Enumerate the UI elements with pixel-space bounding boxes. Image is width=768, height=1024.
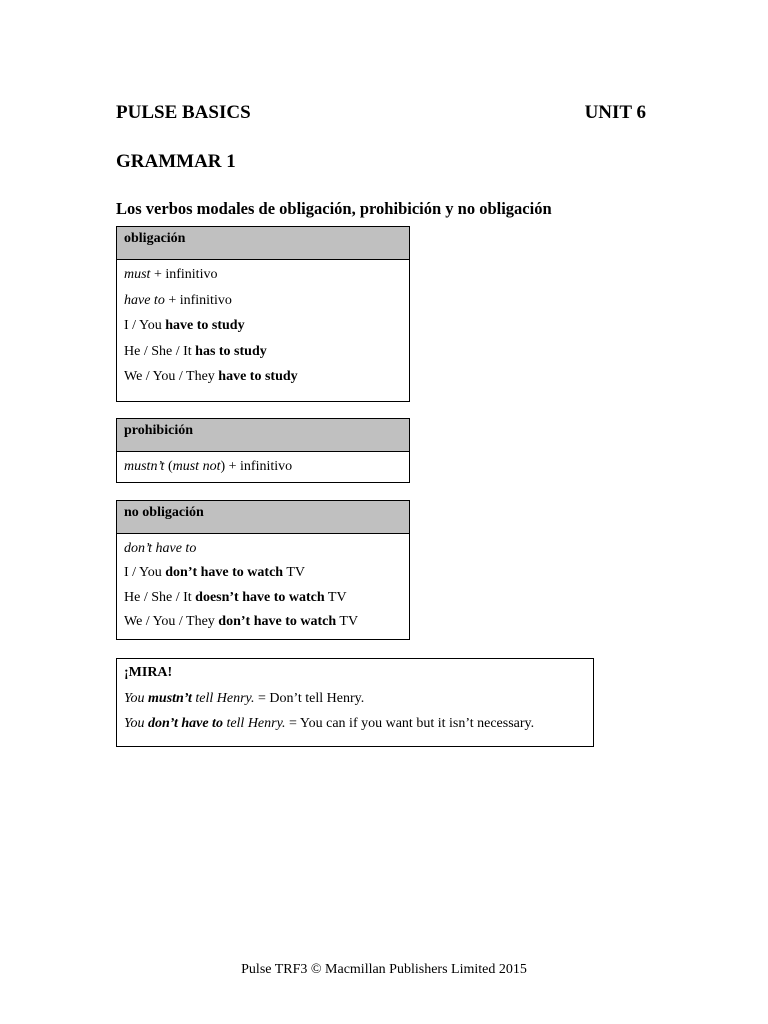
prohibition-box (116, 418, 410, 483)
example-subject: I / You (124, 565, 166, 581)
rule-verb-full: must not (172, 459, 221, 474)
mira-title: ¡MIRA! (124, 665, 173, 680)
no-obligation-rule (124, 540, 409, 564)
example-subject: We / You / They (124, 614, 219, 630)
example-modal: don’t have to (148, 716, 223, 731)
example-meaning: = Don’t tell Henry. (254, 690, 365, 706)
example-meaning: = You can if you want but it isn’t necessary. (285, 716, 535, 731)
example-rest: tell Henry. (191, 690, 255, 706)
example-verb: don’t have to watch (218, 614, 337, 630)
no-obligation-example (124, 564, 409, 588)
rule-verb: mustn’t (124, 459, 165, 474)
copyright-footer: Pulse TRF3 © Macmillan Publishers Limited 2015 (241, 962, 527, 977)
no-obligation-header: no obligación (117, 501, 409, 534)
example-subject: You (124, 716, 149, 731)
example-verb: has to study (195, 343, 267, 359)
mira-note-box (116, 658, 594, 747)
rule-rest: ) + infinitivo (220, 459, 293, 474)
obligation-body (117, 260, 409, 401)
obligation-example (124, 343, 409, 369)
grammar-title: GRAMMAR 1 (116, 151, 236, 172)
example-verb: doesn’t have to watch (195, 589, 325, 605)
example-modal: mustn’t (148, 690, 192, 706)
mira-example (124, 715, 593, 741)
section-title: Los verbos modales de obligación, prohibición y no obligación (116, 199, 552, 218)
rule-paren-open: ( (164, 459, 173, 474)
no-obligation-example (124, 589, 409, 613)
example-verb: have to study (165, 318, 245, 334)
example-post: TV (283, 565, 306, 581)
rule-verb: must (124, 267, 151, 282)
example-subject: He / She / It (124, 343, 196, 359)
example-post: TV (324, 589, 347, 605)
prohibition-rule (124, 458, 409, 476)
example-subject: I / You (124, 318, 166, 334)
no-obligation-box (116, 500, 410, 640)
obligation-box (116, 226, 410, 402)
no-obligation-body (117, 534, 409, 639)
example-verb: have to study (218, 369, 298, 385)
mira-example (124, 690, 593, 716)
obligation-rule-must (124, 266, 409, 292)
no-obligation-example (124, 613, 409, 637)
prohibition-body (117, 452, 409, 482)
obligation-rule-have-to (124, 292, 409, 318)
example-subject: You (124, 690, 149, 706)
unit-label: UNIT 6 (584, 102, 646, 123)
rule-rest: + infinitivo (150, 267, 218, 282)
prohibition-header: prohibición (117, 419, 409, 452)
example-post: TV (336, 614, 359, 630)
page-header (116, 102, 646, 124)
obligation-example (124, 317, 409, 343)
example-verb: don’t have to watch (165, 565, 284, 581)
example-subject: He / She / It (124, 589, 196, 605)
rule-verb: have to (124, 292, 165, 308)
rule-rest: + infinitivo (164, 292, 232, 308)
course-title: PULSE BASICS (116, 102, 251, 123)
obligation-example (124, 368, 409, 394)
example-subject: We / You / They (124, 369, 219, 385)
example-rest: tell Henry. (222, 716, 286, 731)
obligation-header: obligación (117, 227, 409, 260)
rule-verb: don’t have to (124, 541, 197, 556)
